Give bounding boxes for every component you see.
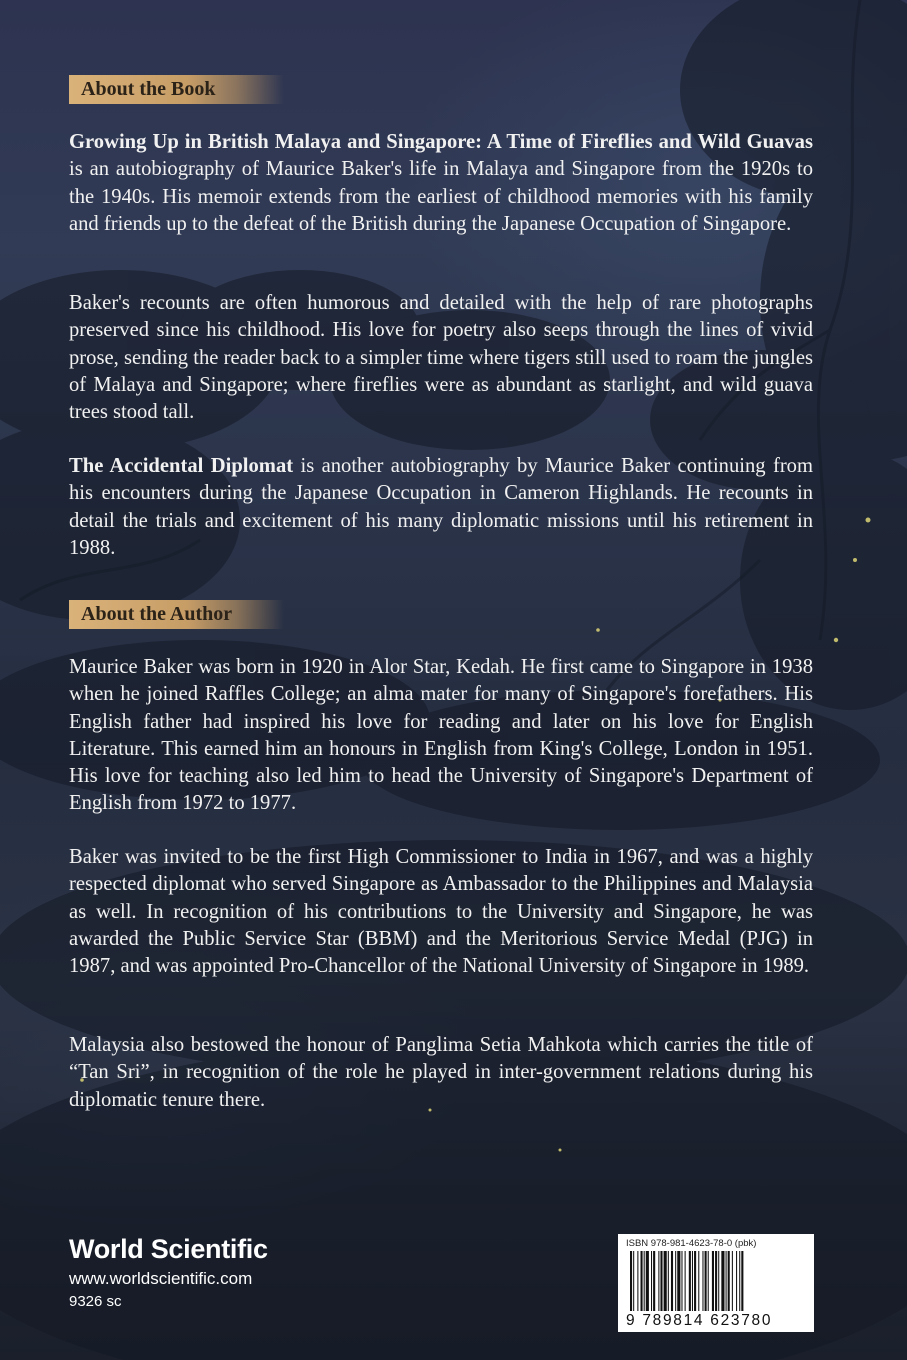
isbn-barcode [618,1234,814,1332]
isbn-label: ISBN 978-981-4623-78-0 (pbk) [626,1238,757,1249]
catalog-code: 9326 sc [69,1293,122,1310]
about-author-heading: About the Author [69,600,284,629]
publisher-name: World Scientific [69,1234,268,1264]
barcode-bars-icon [626,1251,806,1313]
about-book-paragraph-3-text: is another autobiography by Maurice Baker continuing from his encounters during the Japanese Occupation in Cameron Highlands. He recounts in detail the trials and excitement of his many diplomatic missions until his retirement in 1988. [69,455,813,559]
publisher-block [69,1232,268,1312]
about-book-paragraph-1 [69,129,813,238]
about-author-paragraph-2: Baker was invited to be the first High Commissioner to India in 1967, and was a highly respected diplomat who served Singapore as Ambassador to the Philippines and Malaysia as well. In recognition of his contributions to the University and Singapore, he was awarded the Public Service Star (BBM) and the Meritorious Service Medal (PJG) in 1987, and was appointed Pro-Chancellor of the National University of Singapore in 1989. [69,846,813,978]
growing-up-title: Growing Up in British Malaya and Singapore: A Time of Fireflies and Wild Guavas [69,131,813,153]
about-book-paragraph-3 [69,453,813,562]
about-book-heading: About the Book [69,75,284,104]
accidental-diplomat-title: The Accidental Diplomat [69,455,294,477]
about-book-paragraph-2: Baker's recounts are often humorous and detailed with the help of rare photographs preserved since his childhood. His love for poetry also seeps through the lines of vivid prose, sending the reader back to a simpler time where tigers still used to roam the jungles of Malaya and Singapore; where fireflies were as abundant as starlight, and wild guava trees stood tall. [69,292,813,424]
about-author-paragraph-3: Malaysia also bestowed the honour of Panglima Setia Mahkota which carries the title of “Tan Sri”, in recognition of the role he played in inter-government relations during his diplomatic tenure there. [69,1034,813,1111]
publisher-url: www.worldscientific.com [69,1269,253,1288]
about-author-paragraph-1: Maurice Baker was born in 1920 in Alor Star, Kedah. He first came to Singapore in 1938 when he joined Raffles College; an alma mater for many of Singapore's forefathers. His English father had inspired his love for reading and later on his love for English Literature. This earned him an honours in English from King's College, London in 1951. His love for teaching also led him to head the University of Singapore's Department of English from 1972 to 1977. [69,656,813,815]
about-book-paragraph-1-text: is an autobiography of Maurice Baker's life in Malaya and Singapore from the 1920s to the 1940s. His memoir extends from the earliest of childhood memories with his family and friends up to the defeat of the British during the Japanese Occupation of Singapore. [69,158,813,235]
barcode-digits: 9 789814 623780 [626,1312,773,1329]
